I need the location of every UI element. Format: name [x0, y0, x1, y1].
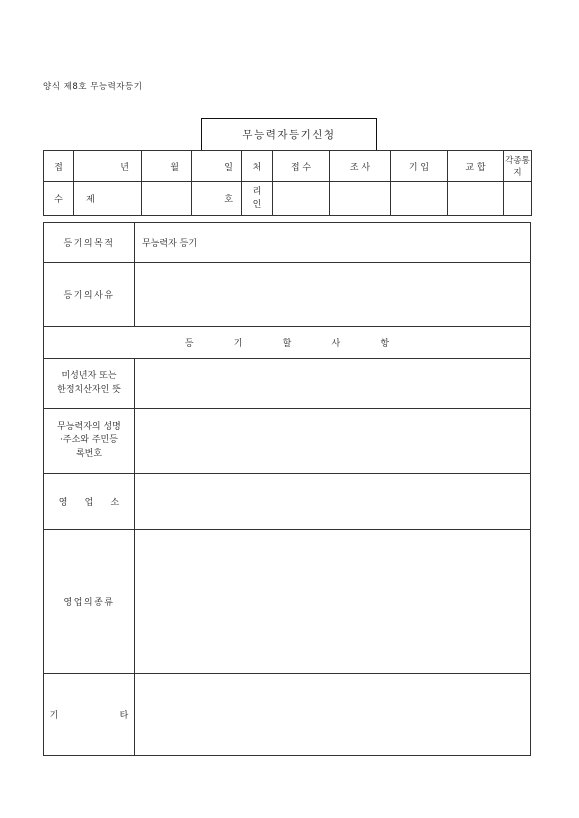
purpose-label: 등기의목적 [44, 223, 135, 263]
office-char: 영 [58, 498, 68, 508]
section-char: 사 [331, 339, 341, 349]
col-investigation: 조 사 [330, 151, 391, 182]
number-prefix: 제 [74, 182, 142, 216]
purpose-value[interactable]: 무능력자 등기 [135, 223, 531, 263]
business-value[interactable] [135, 530, 531, 674]
office-label [44, 474, 135, 530]
col-notifications: 각종통지 [504, 151, 532, 182]
handler-label-2: 리 [252, 186, 262, 197]
section-header [44, 327, 531, 359]
handler-label-1: 처 [242, 151, 273, 182]
col-receipt: 접 수 [273, 151, 330, 182]
cause-value[interactable] [135, 263, 531, 327]
number-blank [142, 182, 192, 216]
receipt-cell-3[interactable] [391, 182, 448, 216]
person-label-line: 무능력자의 성명 [57, 421, 121, 432]
other-value[interactable] [135, 674, 531, 756]
person-label-line: ·주소와 주민등 [60, 435, 118, 446]
other-char: 타 [119, 711, 129, 721]
other-char: 기 [49, 711, 59, 721]
business-label: 영업의종류 [44, 530, 135, 674]
receipt-cell-2[interactable] [330, 182, 391, 216]
day-cell: 일 [192, 151, 242, 182]
receipt-label-bottom: 수 [44, 182, 74, 216]
month-cell: 월 [142, 151, 192, 182]
other-label [44, 674, 135, 756]
minor-label-line: 한정치산자인 뜻 [57, 384, 121, 395]
handler-label-rest [242, 182, 273, 216]
section-char: 항 [380, 339, 390, 349]
minor-value[interactable] [135, 359, 531, 409]
handler-label-3: 인 [252, 199, 262, 210]
receipt-cell-5[interactable] [504, 182, 532, 216]
person-value[interactable] [135, 409, 531, 474]
col-entry: 기 입 [391, 151, 448, 182]
form-number: 양식 제8호 무능력자등기 [43, 82, 143, 92]
office-value[interactable] [135, 474, 531, 530]
minor-label-line: 미성년자 또는 [61, 371, 117, 381]
section-char: 할 [282, 339, 292, 349]
receipt-label-top: 접 [44, 151, 74, 182]
year-cell: 년 [74, 151, 142, 182]
section-char: 기 [233, 339, 243, 349]
office-char: 소 [110, 498, 120, 508]
application-table [43, 222, 531, 756]
receipt-cell-4[interactable] [448, 182, 504, 216]
person-label-line: 록번호 [75, 448, 103, 459]
cause-label: 등기의사유 [44, 263, 135, 327]
person-label [44, 409, 135, 474]
form-title: 무능력자등기신청 [201, 118, 377, 150]
col-verification: 교 합 [448, 151, 504, 182]
section-char: 등 [184, 339, 194, 349]
office-char: 업 [84, 498, 94, 508]
number-suffix: 호 [192, 182, 242, 216]
receipt-cell-1[interactable] [273, 182, 330, 216]
receipt-table [43, 150, 532, 216]
minor-label [44, 359, 135, 409]
